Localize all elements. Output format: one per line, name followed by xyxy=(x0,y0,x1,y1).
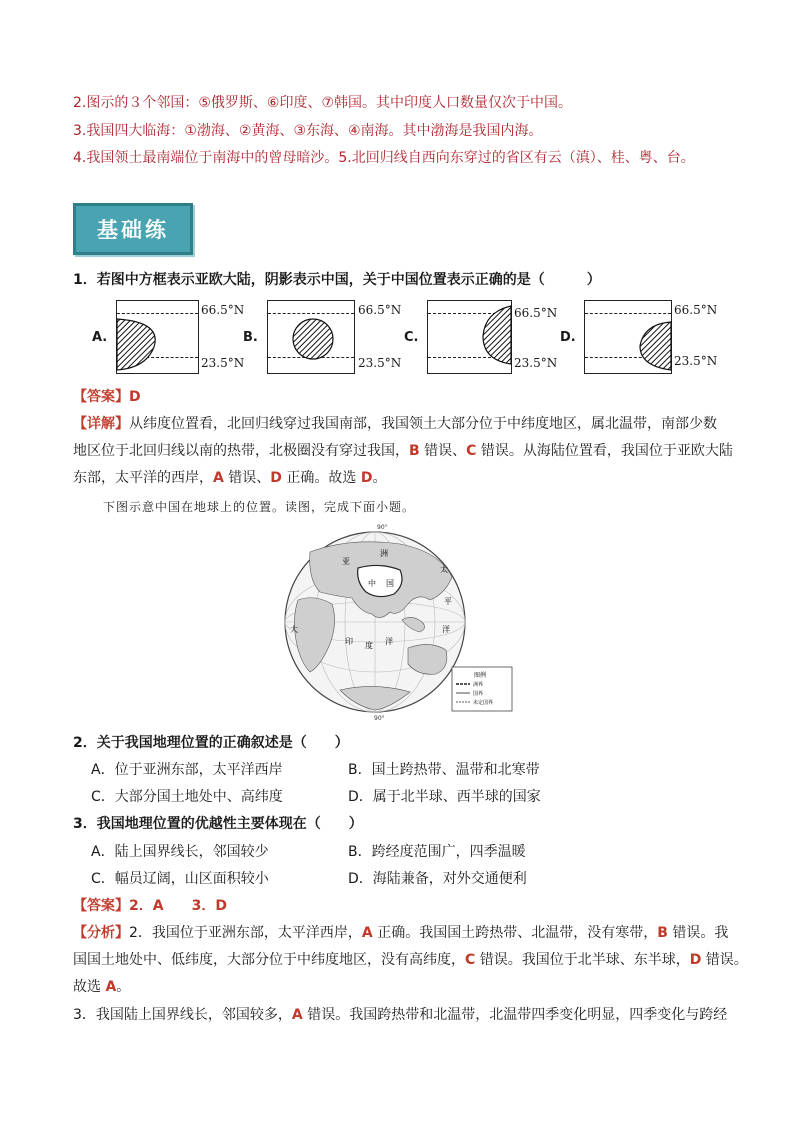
q3-option-c: C．幅员辽阔，山区面积较小 xyxy=(91,871,269,887)
lat-bottom-label: 23.5°N xyxy=(514,356,558,370)
svg-text:洋: 洋 xyxy=(385,637,393,646)
q2-option-a: A．位于亚洲东部，太平洋西岸 xyxy=(91,762,283,778)
svg-text:洲: 洲 xyxy=(380,549,388,558)
lat-top-label: 66.5°N xyxy=(358,303,402,317)
svg-text:国界: 国界 xyxy=(473,691,484,697)
option-d-frame xyxy=(584,300,672,374)
q2-stem: 2．关于我国地理位置的正确叙述是（ ） xyxy=(73,735,349,751)
q3-option-a: A．陆上国界线长，邻国较少 xyxy=(91,844,269,860)
q23-answer: 【答案】2．A 3．D xyxy=(73,898,227,914)
option-label: D. xyxy=(560,330,576,345)
globe-map xyxy=(280,522,520,722)
option-label: C. xyxy=(404,330,419,345)
lat-bottom-label: 23.5°N xyxy=(358,356,402,370)
svg-text:平: 平 xyxy=(444,597,452,606)
map-legend xyxy=(452,667,512,711)
option-c-shaded-region xyxy=(427,300,512,374)
option-a-frame xyxy=(116,300,199,374)
q1-detail-line-3: 东部，太平洋的西岸，A 错误、D 正确。故选 D。 xyxy=(73,470,387,486)
section-title-badge: 基础练 xyxy=(73,203,193,255)
lat-bottom-label: 23.5°N xyxy=(674,354,718,368)
q2-option-d: D．属于北半球、西半球的国家 xyxy=(348,789,541,805)
option-a-shaded-region xyxy=(116,300,199,374)
svg-text:未定国界: 未定国界 xyxy=(473,700,494,706)
intro-line-2: 2.图示的３个邻国：⑤俄罗斯、⑥印度、⑦韩国。其中印度人口数量仅次于中国。 xyxy=(73,95,573,111)
map-caption: 下图示意中国在地球上的位置。读图，完成下面小题。 xyxy=(103,500,416,514)
lat-top-label: 66.5°N xyxy=(514,306,558,320)
svg-text:太: 太 xyxy=(440,565,448,574)
q1-answer: 【答案】D xyxy=(73,389,141,405)
analysis-line-3: 故选 A。 xyxy=(73,979,131,995)
option-label: B. xyxy=(243,330,258,345)
svg-text:亚: 亚 xyxy=(342,557,350,566)
option-c-frame xyxy=(427,300,512,374)
q1-stem: 1．若图中方框表示亚欧大陆，阴影表示中国，关于中国位置表示正确的是（ ） xyxy=(73,272,601,288)
intro-line-4: 4.我国领土最南端位于南海中的曾母暗沙。5.北回归线自西向东穿过的省区有云（滇）、桂、粤、台。 xyxy=(73,150,695,166)
q2-option-b: B．国土跨热带、温带和北寒带 xyxy=(348,762,540,778)
q1-detail-line-1: 【详解】从纬度位置看，北回归线穿过我国南部，我国领土大部分位于中纬度地区，属北温带，南部少数 xyxy=(73,416,717,432)
q2-option-c: C．大部分国土地处中、高纬度 xyxy=(91,789,283,805)
svg-text:洋: 洋 xyxy=(442,625,450,634)
lat-top-label: 66.5°N xyxy=(674,303,718,317)
option-label: A. xyxy=(92,330,108,345)
lat-bottom-label: 23.5°N xyxy=(201,356,245,370)
svg-text:国: 国 xyxy=(386,579,394,588)
option-d-shaded-region xyxy=(584,300,672,374)
q3-stem: 3．我国地理位置的优越性主要体现在（ ） xyxy=(73,816,363,832)
svg-text:中: 中 xyxy=(368,579,376,588)
svg-text:图例: 图例 xyxy=(474,672,487,679)
svg-text:洲界: 洲界 xyxy=(473,682,484,688)
option-b-shaded-region xyxy=(267,300,355,374)
lat-top-label: 66.5°N xyxy=(201,303,245,317)
q1-detail-line-2: 地区位于北回归线以南的热带，北极圈没有穿过我国，B 错误、C 错误。从海陆位置看，我国位于亚欧大陆 xyxy=(73,443,733,459)
analysis-line-4: 3．我国陆上国界线长，邻国较多，A 错误。我国跨热带和北温带，北温带四季变化明显，四季变化与跨经 xyxy=(73,1007,728,1023)
intro-line-3: 3.我国四大临海：①渤海、②黄海、③东海、④南海。其中渤海是我国内海。 xyxy=(73,123,543,139)
svg-text:印: 印 xyxy=(345,637,353,646)
lat-label-bottom: 90° xyxy=(374,715,385,722)
analysis-line-2: 国国土地处中、低纬度，大部分位于中纬度地区，没有高纬度，C 错误。我国位于北半球、东半球，D 错误。 xyxy=(73,952,748,968)
svg-text:大: 大 xyxy=(290,625,298,634)
svg-text:度: 度 xyxy=(365,641,373,650)
q3-option-d: D．海陆兼备，对外交通便利 xyxy=(348,871,527,887)
option-b-frame xyxy=(267,300,355,374)
lat-label-top: 90° xyxy=(377,524,388,531)
analysis-line-1: 【分析】2．我国位于亚洲东部，太平洋西岸，A 正确。我国国土跨热带、北温带，没有寒带，B 错误。我 xyxy=(73,925,729,941)
q3-option-b: B．跨经度范围广，四季温暖 xyxy=(348,844,526,860)
